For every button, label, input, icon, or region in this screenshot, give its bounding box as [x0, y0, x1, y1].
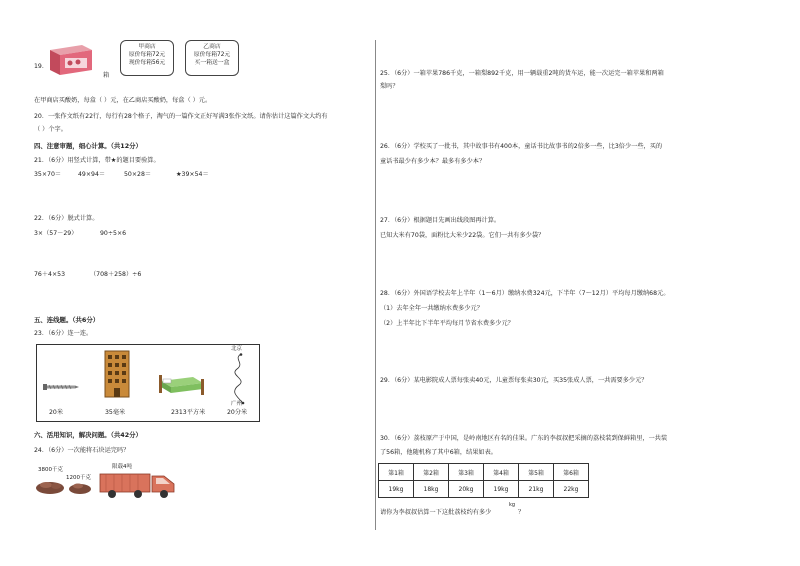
bed-image — [157, 371, 205, 397]
q30-ask-end: ？ — [518, 509, 525, 516]
table-header-cell: 第3箱 — [449, 464, 484, 481]
yogurt-box-image — [48, 42, 94, 76]
q24-title: 24．（6分）一次能将石块运完吗？ — [34, 447, 130, 454]
q30-line1: 30．（6分）荔枝原产于中国，是岭南地区有名的佳果。广东的李叔叔把采摘的荔枝装到保鲜箱里，一共装 — [380, 435, 668, 442]
q30-line2: 了56箱，他随机称了其中6箱，结果如表。 — [380, 449, 497, 456]
q22-title: 22．（6分）脱式计算。 — [34, 215, 99, 222]
q23-label-4: 20分米 — [227, 409, 248, 416]
q19-box-unit: 箱 — [103, 72, 110, 79]
shop-a-box — [120, 40, 174, 76]
section6-heading: 六、活用知识，解决问题。（共42分） — [34, 431, 142, 439]
table-cell: 19kg — [484, 481, 519, 498]
shop-b-box — [185, 40, 239, 76]
table-cell: 21kg — [519, 481, 554, 498]
q24-truck-label: 限载4吨 — [112, 464, 132, 470]
table-header-cell: 第1箱 — [379, 464, 414, 481]
shop-a-line1: 原价每箱72元 — [128, 52, 166, 58]
shop-a-line2: 现价每箱56元 — [128, 60, 166, 66]
map-label-beijing: 北京 — [231, 346, 243, 352]
q29-line1: 29．（6分）某电影院成人票每张卖40元，儿童票每张卖30元，买35张成人票，一共需要多少元？ — [380, 377, 648, 384]
q22-expr-2: 90÷5×6 — [100, 230, 127, 237]
q21-item-1: 35×70＝ — [34, 171, 62, 178]
q25-line1: 25．（6分）一箱苹果786千克，一箱梨892千克，用一辆载重2吨的货车运，能一次运完一箱苹果和两箱 — [380, 70, 664, 77]
q30-ask-unit: kg — [509, 502, 516, 508]
q20-line1: 20．一张作文纸有22行，每行有28个格子，淘气的一篇作文正好写满3张作文纸。请你估计这篇作文大约有 — [34, 113, 328, 120]
shop-b-name: 乙商店 — [203, 44, 221, 50]
q26-line2: 童话书最少有多少本？最多有多少本？ — [380, 158, 486, 165]
q28-line2: （1）去年全年一共缴纳水费多少元？ — [380, 305, 483, 312]
q22-expr-3: 76＋4×53 — [34, 271, 66, 278]
q21-item-2: 49×94＝ — [78, 171, 106, 178]
lychee-weight-table — [378, 463, 589, 498]
q28-line1: 28．（6分）外国语学校去年上半年（1～6月）缴纳水费324元，下半年（7～12月）平均每月缴纳68元。 — [380, 290, 670, 297]
q22-expr-4: （708＋258）÷6 — [90, 271, 142, 278]
q23-label-2: 35毫米 — [105, 409, 126, 416]
table-cell: 18kg — [414, 481, 449, 498]
q22-expr-1: 3×（57－29） — [34, 230, 78, 237]
shop-b-line1: 原价每箱72元 — [193, 52, 231, 58]
q24-stone1-label: 3800千克 — [38, 467, 63, 473]
q21-item-4: ★39×54＝ — [176, 171, 209, 178]
q24-stone2-label: 1200千克 — [66, 475, 91, 481]
section4-heading: 四、注意审题，细心计算。（共12分） — [34, 142, 142, 150]
q23-label-3: 2313平方米 — [171, 409, 206, 416]
table-header-cell: 第6箱 — [554, 464, 589, 481]
map-label-guangzhou: 广州 — [231, 401, 243, 407]
stone-pile-image — [34, 474, 94, 494]
q21-title: 21．（6分）用竖式计算，带★的题目要验算。 — [34, 157, 160, 164]
q23-match-box — [36, 344, 260, 422]
table-header-cell: 第2箱 — [414, 464, 449, 481]
q19-text: 在甲商店买酸奶，每盒（ ）元，在乙商店买酸奶，每盒（ ）元。 — [34, 97, 212, 104]
screw-image — [43, 377, 79, 387]
table-cell: 22kg — [554, 481, 589, 498]
shop-a-name: 甲商店 — [138, 44, 156, 50]
q28-line3: （2）上半年比下半年平均每月节省水费多少元？ — [380, 320, 514, 327]
section5-heading: 五、连线题。（共6分） — [34, 316, 100, 324]
q25-line2: 梨吗？ — [380, 83, 399, 90]
q30-ask: 请你为李叔叔估算一下这批荔枝约有多少 — [380, 509, 492, 516]
q23-title: 23．（6分）连一连。 — [34, 330, 93, 337]
column-divider — [375, 40, 376, 530]
map-route-image — [229, 353, 253, 405]
q20-line2: （ ）个字。 — [34, 126, 67, 133]
q21-item-3: 50×28＝ — [124, 171, 152, 178]
table-row — [379, 481, 589, 498]
table-header-cell: 第5箱 — [519, 464, 554, 481]
table-header-cell: 第4箱 — [484, 464, 519, 481]
q27-line1: 27．（6分）根据题目先画出线段图再计算。 — [380, 217, 501, 224]
q19-number: 19. — [34, 63, 44, 70]
truck-image — [98, 464, 178, 500]
q26-line1: 26．（6分）学校买了一批书，其中故事书有400本，童话书比故事书的2倍多一些，比3倍少一些，买的 — [380, 143, 663, 150]
q27-line2: 已知大米有70袋，面粉比大米少22袋。它们一共有多少袋？ — [380, 232, 545, 239]
table-cell: 20kg — [449, 481, 484, 498]
table-cell: 19kg — [379, 481, 414, 498]
building-image — [103, 349, 131, 399]
table-header-row — [379, 464, 589, 481]
q23-label-1: 20米 — [49, 409, 64, 416]
shop-b-line2: 买一箱送一盒 — [194, 60, 230, 66]
